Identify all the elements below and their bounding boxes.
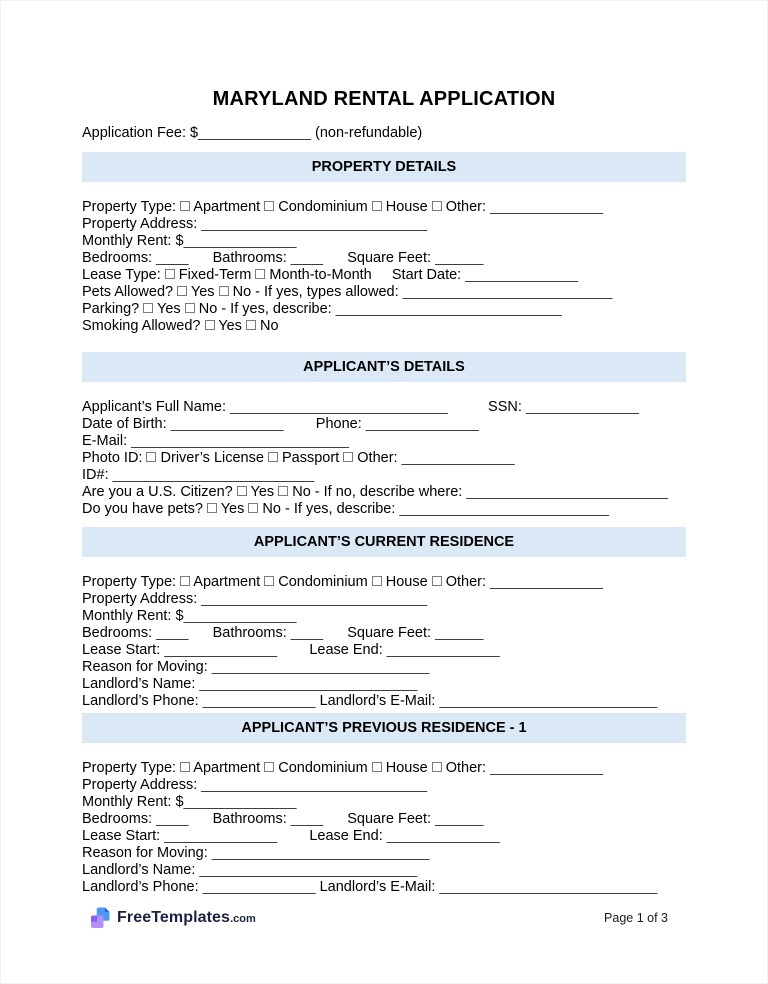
label-text: Are you a U.S. Citizen?	[82, 484, 237, 500]
form-row	[82, 625, 686, 642]
form-row	[82, 267, 686, 284]
label-text: Property Type:	[82, 760, 181, 776]
checkbox-property-type-other[interactable]	[432, 201, 442, 211]
form-row	[82, 811, 686, 828]
label-text: Landlord’s Phone:	[82, 879, 203, 895]
checkbox-current-property-type-house[interactable]	[372, 576, 382, 586]
field-photo-id-other[interactable]: ______________	[401, 450, 515, 466]
form-row	[82, 199, 686, 216]
label-text: Other:	[353, 450, 402, 466]
label-text: Application Fee: $	[82, 125, 199, 141]
field-current-monthly-rent[interactable]: ______________	[183, 608, 297, 624]
checkbox-pets-allowed-no[interactable]	[219, 286, 229, 296]
label-text: Property Type:	[82, 199, 181, 215]
field-property-address[interactable]: ____________________________	[201, 216, 428, 232]
label-text: ID#:	[82, 467, 113, 483]
checkbox-photo-id-other[interactable]	[343, 452, 353, 462]
form-row	[82, 760, 686, 777]
field-pets-describe[interactable]: __________________________	[399, 501, 610, 517]
label-text: Property Address:	[82, 216, 202, 232]
checkbox-current-property-type-condominium[interactable]	[264, 576, 274, 586]
form-row	[82, 501, 686, 518]
checkbox-property-type-condominium[interactable]	[264, 201, 274, 211]
form-row	[82, 845, 686, 862]
field-date-of-birth[interactable]: ______________	[170, 416, 284, 432]
form-row	[82, 794, 686, 811]
label-text: Monthly Rent: $	[82, 794, 184, 810]
field-previous1-monthly-rent[interactable]: ______________	[183, 794, 297, 810]
field-previous1-square-feet[interactable]: ______	[435, 811, 484, 827]
label-text: Condominium	[274, 574, 372, 590]
section-header-applicants-details: APPLICANT’S DETAILS	[82, 352, 686, 382]
field-previous1-lease-end[interactable]: ______________	[386, 828, 500, 844]
label-text: Property Type:	[82, 574, 181, 590]
label-text: House	[381, 574, 432, 590]
checkbox-us-citizen-yes[interactable]	[237, 486, 247, 496]
form-row	[82, 879, 686, 896]
label-text: Bedrooms:	[82, 625, 157, 641]
label-text: No - If yes, types allowed:	[228, 284, 403, 300]
field-previous1-bedrooms[interactable]: ____	[156, 811, 189, 827]
checkbox-parking-yes[interactable]	[143, 303, 153, 313]
label-text: Yes	[187, 284, 219, 300]
checkbox-lease-fixed-term[interactable]	[165, 269, 175, 279]
label-text: Fixed-Term	[174, 267, 256, 283]
label-text: Other:	[441, 574, 491, 590]
label-text: Lease Type:	[82, 267, 165, 283]
checkbox-have-pets-no[interactable]	[248, 503, 258, 513]
label-text: Bathrooms:	[188, 250, 291, 266]
form-row	[82, 467, 686, 484]
label-text: Landlord’s E-Mail:	[315, 693, 440, 709]
label-text: Smoking Allowed?	[82, 318, 205, 334]
label-text: Bedrooms:	[82, 811, 157, 827]
label-text: Bedrooms:	[82, 250, 157, 266]
form-row	[82, 862, 686, 879]
section-header-applicants-current-residence: APPLICANT’S CURRENT RESIDENCE	[82, 527, 686, 557]
section-rows	[82, 399, 686, 518]
field-id-number[interactable]: _________________________	[112, 467, 315, 483]
section-rows	[82, 199, 686, 335]
checkbox-previous1-property-type-apartment[interactable]	[180, 762, 190, 772]
field-current-landlord-name[interactable]: ___________________________	[199, 676, 418, 692]
field-ssn[interactable]: ______________	[525, 399, 639, 415]
form-row	[82, 450, 686, 467]
label-text: Monthly Rent: $	[82, 608, 184, 624]
label-text: Phone:	[283, 416, 366, 432]
label-text: Month-to-Month Start Date:	[265, 267, 466, 283]
application-fee-row	[82, 125, 686, 142]
form-row	[82, 433, 686, 450]
field-previous1-bathrooms[interactable]: ____	[290, 811, 324, 827]
checkbox-previous1-property-type-house[interactable]	[372, 762, 382, 772]
page-footer	[90, 901, 668, 935]
label-text: (non-refundable)	[310, 125, 423, 141]
label-text: Apartment	[190, 199, 265, 215]
label-text: Passport	[277, 450, 344, 466]
field-current-lease-start[interactable]: ______________	[164, 642, 278, 658]
label-text: Yes	[153, 301, 185, 317]
checkbox-current-property-type-apartment[interactable]	[180, 576, 190, 586]
label-text: Landlord’s E-Mail:	[315, 879, 440, 895]
checkbox-property-type-apartment[interactable]	[180, 201, 190, 211]
label-text: Property Address:	[82, 591, 202, 607]
form-sections	[82, 152, 686, 896]
checkbox-photo-id-passport[interactable]	[268, 452, 278, 462]
field-property-type-other[interactable]: ______________	[490, 199, 603, 215]
form-row	[82, 574, 686, 591]
field-start-date[interactable]: ______________	[465, 267, 579, 283]
field-previous1-property-address[interactable]: ____________________________	[201, 777, 428, 793]
freetemplates-logo	[90, 907, 256, 929]
label-text: Pets Allowed?	[82, 284, 178, 300]
field-monthly-rent[interactable]: ______________	[183, 233, 297, 249]
checkbox-smoking-no[interactable]	[246, 320, 256, 330]
logo-suffix: .com	[230, 913, 256, 925]
section-applicants-details	[82, 352, 686, 518]
label-text: Applicant’s Full Name:	[82, 399, 231, 415]
label-text: SSN:	[447, 399, 526, 415]
field-current-property-address[interactable]: ____________________________	[201, 591, 428, 607]
field-previous1-landlord-phone[interactable]: ______________	[202, 879, 316, 895]
field-current-landlord-email[interactable]: ___________________________	[439, 693, 658, 709]
label-text: Bathrooms:	[188, 811, 291, 827]
section-rows	[82, 760, 686, 896]
field-phone[interactable]: ______________	[365, 416, 479, 432]
field-current-reason-for-moving[interactable]: ___________________________	[211, 659, 430, 675]
label-text: Reason for Moving:	[82, 845, 212, 861]
field-current-lease-end[interactable]: ______________	[386, 642, 500, 658]
field-current-square-feet[interactable]: ______	[435, 625, 484, 641]
field-previous1-reason-for-moving[interactable]: ___________________________	[211, 845, 430, 861]
label-text: Reason for Moving:	[82, 659, 212, 675]
label-text: House	[381, 760, 432, 776]
field-application-fee[interactable]: ______________	[198, 125, 311, 141]
label-text: No - If no, describe where:	[288, 484, 467, 500]
label-text: Lease Start:	[82, 642, 165, 658]
label-text: Yes	[246, 484, 279, 500]
form-row	[82, 484, 686, 501]
form-row	[82, 233, 686, 250]
label-text: Bathrooms:	[188, 625, 291, 641]
checkbox-lease-month-to-month[interactable]	[255, 269, 265, 279]
logo-text: FreeTemplates	[117, 909, 231, 926]
field-current-landlord-phone[interactable]: ______________	[202, 693, 316, 709]
label-text: Landlord’s Phone:	[82, 693, 203, 709]
field-previous1-landlord-email[interactable]: ___________________________	[439, 879, 658, 895]
field-current-bathrooms[interactable]: ____	[290, 625, 324, 641]
label-text: Yes	[214, 318, 246, 334]
label-text: Lease Start:	[82, 828, 165, 844]
label-text: Condominium	[274, 199, 372, 215]
form-row	[82, 216, 686, 233]
field-bathrooms[interactable]: ____	[290, 250, 324, 266]
label-text: Apartment	[190, 574, 265, 590]
form-row	[82, 416, 686, 433]
section-rows	[82, 574, 686, 710]
field-parking-describe[interactable]: ____________________________	[335, 301, 562, 317]
form-row	[82, 777, 686, 794]
checkbox-us-citizen-no[interactable]	[278, 486, 288, 496]
form-row	[82, 591, 686, 608]
page-number: Page 1 of 3	[604, 911, 668, 925]
label-text: Square Feet:	[323, 250, 436, 266]
field-current-bedrooms[interactable]: ____	[156, 625, 189, 641]
label-text: Lease End:	[277, 642, 387, 658]
field-current-property-type-other[interactable]: ______________	[490, 574, 603, 590]
label-text: Do you have pets?	[82, 501, 207, 517]
checkbox-property-type-house[interactable]	[372, 201, 382, 211]
field-pets-types-allowed[interactable]: __________________________	[402, 284, 613, 300]
label-text: Monthly Rent: $	[82, 233, 184, 249]
field-applicant-full-name[interactable]: ___________________________	[230, 399, 448, 415]
label-text: Property Address:	[82, 777, 202, 793]
label-text: Landlord’s Name:	[82, 862, 200, 878]
form-row	[82, 659, 686, 676]
checkbox-parking-no[interactable]	[185, 303, 195, 313]
checkbox-have-pets-yes[interactable]	[207, 503, 217, 513]
field-email[interactable]: ___________________________	[131, 433, 349, 449]
label-text: No - If yes, describe:	[194, 301, 336, 317]
field-square-feet[interactable]: ______	[435, 250, 484, 266]
checkbox-previous1-property-type-condominium[interactable]	[264, 762, 274, 772]
checkbox-previous1-property-type-other[interactable]	[432, 762, 442, 772]
label-text: Photo ID:	[82, 450, 147, 466]
label-text: Apartment	[190, 760, 265, 776]
form-row	[82, 284, 686, 301]
label-text: Other:	[441, 760, 491, 776]
section-applicants-current-residence	[82, 527, 686, 710]
label-text: Square Feet:	[323, 625, 436, 641]
section-applicants-previous-residence-1	[82, 713, 686, 896]
form-row	[82, 301, 686, 318]
form-row	[82, 250, 686, 267]
label-text: Driver’s License	[156, 450, 268, 466]
label-text: Other:	[441, 199, 491, 215]
field-previous1-lease-start[interactable]: ______________	[164, 828, 278, 844]
label-text: Parking?	[82, 301, 144, 317]
field-previous1-property-type-other[interactable]: ______________	[490, 760, 603, 776]
field-bedrooms[interactable]: ____	[156, 250, 189, 266]
form-row	[82, 693, 686, 710]
checkbox-pets-allowed-yes[interactable]	[177, 286, 187, 296]
field-citizen-describe-where[interactable]: _________________________	[466, 484, 668, 500]
label-text: No - If yes, describe:	[258, 501, 400, 517]
label-text: E-Mail:	[82, 433, 132, 449]
section-header-applicants-previous-residence-1: APPLICANT’S PREVIOUS RESIDENCE - 1	[82, 713, 686, 743]
form-row	[82, 399, 686, 416]
checkbox-smoking-yes[interactable]	[205, 320, 215, 330]
label-text: Condominium	[274, 760, 372, 776]
label-text: Landlord’s Name:	[82, 676, 200, 692]
checkbox-photo-id-drivers-license[interactable]	[146, 452, 156, 462]
section-header-property-details: PROPERTY DETAILS	[82, 152, 686, 182]
checkbox-current-property-type-other[interactable]	[432, 576, 442, 586]
form-row	[82, 608, 686, 625]
section-property-details	[82, 152, 686, 335]
label-text: Lease End:	[277, 828, 387, 844]
label-text: House	[381, 199, 432, 215]
overlapping-pages-icon	[90, 907, 111, 929]
form-row	[82, 642, 686, 659]
form-row	[82, 318, 686, 335]
label-text: No	[255, 318, 279, 334]
label-text: Date of Birth:	[82, 416, 171, 432]
page-title: MARYLAND RENTAL APPLICATION	[212, 88, 556, 110]
label-text: Yes	[216, 501, 249, 517]
label-text: Square Feet:	[323, 811, 436, 827]
form-row	[82, 676, 686, 693]
field-previous1-landlord-name[interactable]: ___________________________	[199, 862, 418, 878]
form-row	[82, 828, 686, 845]
